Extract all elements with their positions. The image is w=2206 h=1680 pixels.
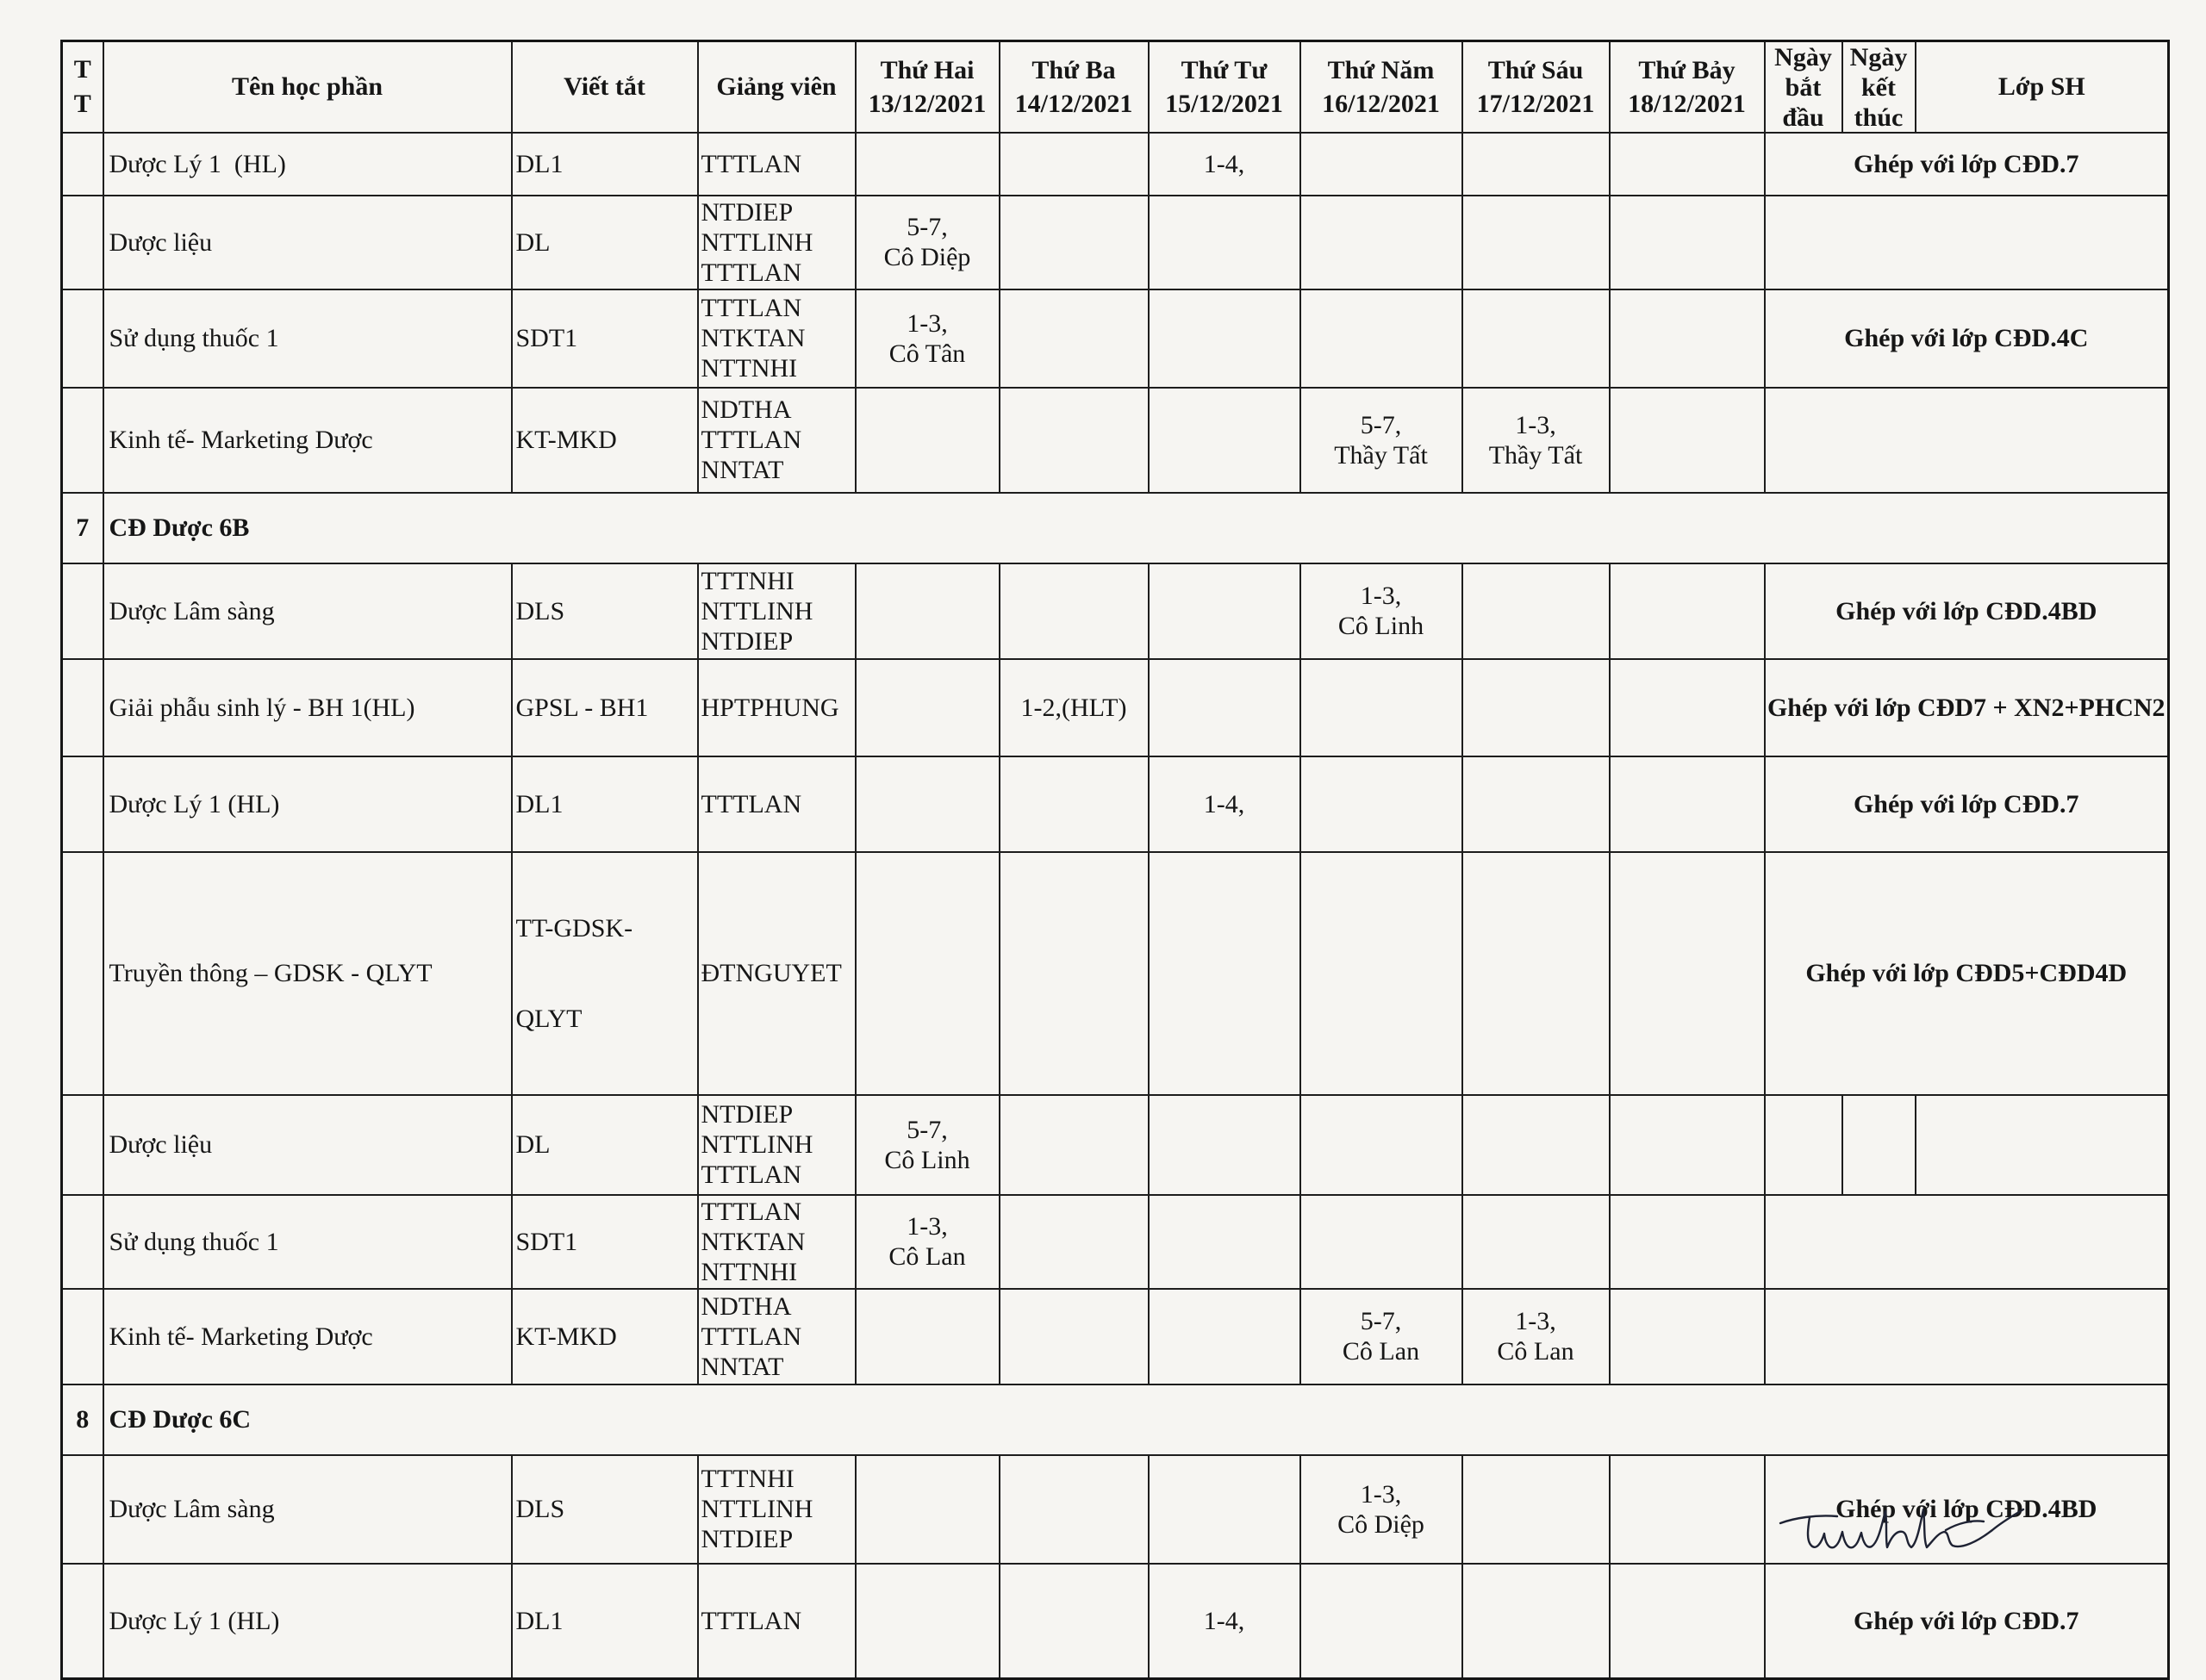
section-row xyxy=(62,1384,2169,1455)
class-note: Ghép với lớp CĐD5+CĐD4D xyxy=(1765,852,2169,1095)
lecturer-name: NDTHA xyxy=(701,395,792,424)
schedule-mon xyxy=(856,289,1000,388)
schedule-wed xyxy=(1149,659,1300,756)
schedule-line: Cô Lan xyxy=(1497,1337,1574,1366)
row-number xyxy=(62,852,103,1095)
lecturer-name: NTTNHI xyxy=(701,1257,798,1286)
schedule-thu xyxy=(1300,1195,1462,1289)
row-number xyxy=(62,1195,103,1289)
lecturer-list xyxy=(698,388,856,493)
schedule-tue xyxy=(1000,1564,1149,1679)
row-number xyxy=(62,1455,103,1564)
schedule-fri xyxy=(1462,852,1610,1095)
lecturer-name: NTTLINH xyxy=(701,1130,813,1159)
course-name: Dược Lý 1 (HL) xyxy=(103,756,512,852)
schedule-sat xyxy=(1610,388,1765,493)
class-note: Ghép với lớp CĐD.4BD xyxy=(1765,563,2169,659)
schedule-line: 1-3, xyxy=(907,1212,948,1241)
header-day-mon xyxy=(856,41,1000,133)
schedule-line: Cô Tân xyxy=(888,339,966,368)
lecturer-name: NTTLINH xyxy=(701,227,813,257)
schedule-line: 1-3, xyxy=(1515,410,1556,439)
schedule-line: Cô Diệp xyxy=(1337,1509,1424,1539)
schedule-sat xyxy=(1610,852,1765,1095)
course-name: Truyền thông – GDSK - QLYT xyxy=(103,852,512,1095)
header-row xyxy=(62,41,2169,133)
schedule-sheet xyxy=(60,40,2170,1680)
day-date: 17/12/2021 xyxy=(1476,89,1595,118)
header-end-date-line: Ngày xyxy=(1849,43,1908,72)
schedule-line: Thầy Tất xyxy=(1334,440,1428,470)
row-number xyxy=(62,1564,103,1679)
day-date: 13/12/2021 xyxy=(868,89,987,118)
schedule-wed xyxy=(1149,756,1300,852)
lecturer-name: TTTLAN xyxy=(701,789,802,818)
schedule-line: 1-2,(HLT) xyxy=(1020,693,1127,722)
section-number: 8 xyxy=(62,1384,103,1455)
row-number xyxy=(62,756,103,852)
lecturer-name: TTTNHI xyxy=(701,1465,795,1493)
course-abbr: DL1 xyxy=(512,1564,698,1679)
class-note: Ghép với lớp CĐD.7 xyxy=(1765,756,2169,852)
class-note: Ghép với lớp CĐD7 + XN2+PHCN2 xyxy=(1765,659,2169,756)
schedule-tue xyxy=(1000,756,1149,852)
lecturer-name: NTDIEP xyxy=(701,1525,794,1553)
day-name: Thứ Tư xyxy=(1181,55,1268,84)
course-name: Kinh tế- Marketing Dược xyxy=(103,1289,512,1384)
lecturer-name: HPTPHUNG xyxy=(701,693,839,722)
course-abbr: GPSL - BH1 xyxy=(512,659,698,756)
schedule-thu xyxy=(1300,1455,1462,1564)
schedule-tue xyxy=(1000,196,1149,289)
header-course-name: Tên học phần xyxy=(103,41,512,133)
schedule-thu xyxy=(1300,563,1462,659)
row-number xyxy=(62,196,103,289)
schedule-mon xyxy=(856,659,1000,756)
course-row xyxy=(62,133,2169,196)
schedule-tue xyxy=(1000,1289,1149,1384)
course-abbr: DL1 xyxy=(512,756,698,852)
lecturer-name: NTTLINH xyxy=(701,596,813,625)
day-name: Thứ Bảy xyxy=(1638,55,1736,84)
schedule-line: 5-7, xyxy=(1360,410,1402,439)
day-date: 18/12/2021 xyxy=(1628,89,1746,118)
lecturer-list xyxy=(698,1195,856,1289)
lecturer-list xyxy=(698,196,856,289)
course-name: Giải phẫu sinh lý - BH 1(HL) xyxy=(103,659,512,756)
course-row xyxy=(62,196,2169,289)
schedule-fri xyxy=(1462,133,1610,196)
schedule-thu xyxy=(1300,756,1462,852)
day-name: Thứ Năm xyxy=(1327,55,1435,84)
lecturer-name: ĐTNGUYET xyxy=(701,959,842,987)
course-row xyxy=(62,1564,2169,1679)
schedule-tue xyxy=(1000,1195,1149,1289)
course-row xyxy=(62,388,2169,493)
schedule-line: 5-7, xyxy=(907,213,948,241)
schedule-mon xyxy=(856,133,1000,196)
lecturer-name: NTDIEP xyxy=(701,197,794,227)
schedule-wed xyxy=(1149,852,1300,1095)
schedule-sat xyxy=(1610,196,1765,289)
header-tt xyxy=(62,41,103,133)
schedule-sat xyxy=(1610,1564,1765,1679)
row-number xyxy=(62,1289,103,1384)
course-name: Sử dụng thuốc 1 xyxy=(103,1195,512,1289)
schedule-line: Cô Lan xyxy=(888,1242,966,1271)
course-abbr: SDT1 xyxy=(512,1195,698,1289)
schedule-thu xyxy=(1300,388,1462,493)
course-abbr: DL xyxy=(512,1095,698,1195)
course-name: Kinh tế- Marketing Dược xyxy=(103,388,512,493)
header-abbreviation: Viết tắt xyxy=(512,41,698,133)
schedule-line: 1-3, xyxy=(1360,582,1402,610)
schedule-sat xyxy=(1610,1195,1765,1289)
course-row xyxy=(62,659,2169,756)
section-title: CĐ Dược 6B xyxy=(103,493,2169,563)
lecturer-list xyxy=(698,289,856,388)
header-start-date xyxy=(1765,41,1842,133)
lecturer-name: TTTLAN xyxy=(701,1160,802,1189)
schedule-mon xyxy=(856,1455,1000,1564)
course-abbr-line: TT-GDSK- xyxy=(515,913,633,943)
schedule-fri xyxy=(1462,659,1610,756)
schedule-fri xyxy=(1462,1455,1610,1564)
schedule-fri xyxy=(1462,1195,1610,1289)
section-title: CĐ Dược 6C xyxy=(103,1384,2169,1455)
schedule-sat xyxy=(1610,1455,1765,1564)
course-name: Dược Lý 1 (HL) xyxy=(103,1564,512,1679)
lecturer-name: NTDIEP xyxy=(701,1100,794,1129)
lecturer-name: TTTLAN xyxy=(701,426,802,454)
schedule-wed xyxy=(1149,133,1300,196)
schedule-wed xyxy=(1149,1095,1300,1195)
lecturer-list xyxy=(698,1095,856,1195)
course-name: Dược Lý 1 (HL) xyxy=(103,133,512,196)
section-number: 7 xyxy=(62,493,103,563)
course-abbr: DLS xyxy=(512,1455,698,1564)
course-abbr-line: QLYT xyxy=(515,1004,583,1033)
lecturer-name: NTKTAN xyxy=(701,1227,806,1256)
header-start-date-line: Ngày xyxy=(1774,43,1832,72)
schedule-wed xyxy=(1149,196,1300,289)
course-name: Dược liệu xyxy=(103,196,512,289)
lecturer-list xyxy=(698,756,856,852)
schedule-sat xyxy=(1610,1289,1765,1384)
signature xyxy=(1777,1504,2027,1556)
course-row xyxy=(62,852,2169,1095)
schedule-thu xyxy=(1300,852,1462,1095)
row-number xyxy=(62,659,103,756)
schedule-thu xyxy=(1300,289,1462,388)
schedule-sat xyxy=(1610,659,1765,756)
schedule-mon xyxy=(856,852,1000,1095)
header-day-tue xyxy=(1000,41,1149,133)
day-date: 16/12/2021 xyxy=(1322,89,1440,118)
course-abbr: KT-MKD xyxy=(512,1289,698,1384)
schedule-fri xyxy=(1462,563,1610,659)
lecturer-name: NNTAT xyxy=(701,456,784,484)
lecturer-name: NTDIEP xyxy=(701,626,794,656)
schedule-sat xyxy=(1610,1095,1765,1195)
header-day-wed xyxy=(1149,41,1300,133)
course-abbr: DL xyxy=(512,196,698,289)
lecturer-name: TTTLAN xyxy=(701,1606,802,1635)
class-note: Ghép với lớp CĐD.4C xyxy=(1765,289,2169,388)
schedule-tue xyxy=(1000,852,1149,1095)
schedule-mon xyxy=(856,1289,1000,1384)
empty-cell xyxy=(1765,1095,1842,1195)
schedule-line: 1-4, xyxy=(1203,149,1245,178)
schedule-line: 1-3, xyxy=(907,308,948,338)
schedule-mon xyxy=(856,756,1000,852)
schedule-line: Cô Linh xyxy=(884,1145,970,1174)
lecturer-list xyxy=(698,1455,856,1564)
course-row xyxy=(62,1289,2169,1384)
day-name: Thứ Sáu xyxy=(1487,55,1584,84)
header-tt-line: T xyxy=(73,89,91,118)
lecturer-list xyxy=(698,659,856,756)
header-day-fri xyxy=(1462,41,1610,133)
row-number xyxy=(62,563,103,659)
schedule-wed xyxy=(1149,1455,1300,1564)
lecturer-list xyxy=(698,852,856,1095)
day-date: 15/12/2021 xyxy=(1165,89,1283,118)
row-number xyxy=(62,289,103,388)
schedule-line: Cô Linh xyxy=(1337,612,1424,640)
schedule-sat xyxy=(1610,756,1765,852)
class-note: Ghép với lớp CĐD.7 xyxy=(1765,1564,2169,1679)
day-date: 14/12/2021 xyxy=(1014,89,1133,118)
lecturer-name: NTTLINH xyxy=(701,1495,813,1523)
lecturer-name: NTKTAN xyxy=(701,324,806,352)
schedule-thu xyxy=(1300,1564,1462,1679)
header-day-thu xyxy=(1300,41,1462,133)
lecturer-list xyxy=(698,1289,856,1384)
class-note: Ghép với lớp CĐD.7 xyxy=(1765,133,2169,196)
schedule-thu xyxy=(1300,1289,1462,1384)
lecturer-name: TTTNHI xyxy=(701,566,795,595)
schedule-tue xyxy=(1000,289,1149,388)
schedule-wed xyxy=(1149,563,1300,659)
schedule-thu xyxy=(1300,196,1462,289)
row-number xyxy=(62,133,103,196)
schedule-sat xyxy=(1610,563,1765,659)
schedule-table xyxy=(60,40,2170,1680)
schedule-wed xyxy=(1149,388,1300,493)
schedule-thu xyxy=(1300,133,1462,196)
schedule-fri xyxy=(1462,388,1610,493)
schedule-mon xyxy=(856,1564,1000,1679)
row-number xyxy=(62,1095,103,1195)
empty-cell xyxy=(1916,1095,2169,1195)
course-row xyxy=(62,563,2169,659)
day-name: Thứ Ba xyxy=(1031,55,1116,84)
schedule-wed xyxy=(1149,1195,1300,1289)
schedule-fri xyxy=(1462,756,1610,852)
schedule-mon xyxy=(856,388,1000,493)
empty-cell xyxy=(1765,388,2169,493)
schedule-sat xyxy=(1610,289,1765,388)
lecturer-name: NNTAT xyxy=(701,1352,784,1381)
schedule-wed xyxy=(1149,1564,1300,1679)
schedule-mon xyxy=(856,196,1000,289)
schedule-mon xyxy=(856,1195,1000,1289)
course-name: Sử dụng thuốc 1 xyxy=(103,289,512,388)
schedule-fri xyxy=(1462,1289,1610,1384)
schedule-line: 1-3, xyxy=(1360,1479,1402,1509)
schedule-tue xyxy=(1000,388,1149,493)
schedule-sat xyxy=(1610,133,1765,196)
schedule-thu xyxy=(1300,659,1462,756)
schedule-thu xyxy=(1300,1095,1462,1195)
course-row xyxy=(62,756,2169,852)
lecturer-list xyxy=(698,133,856,196)
empty-cell xyxy=(1842,1095,1916,1195)
schedule-wed xyxy=(1149,289,1300,388)
course-abbr xyxy=(512,852,698,1095)
lecturer-list xyxy=(698,1564,856,1679)
lecturer-name: TTTLAN xyxy=(701,1197,802,1226)
course-abbr: DLS xyxy=(512,563,698,659)
schedule-line: 5-7, xyxy=(907,1115,948,1144)
day-name: Thứ Hai xyxy=(880,55,975,84)
section-row xyxy=(62,493,2169,563)
header-tt-line: T xyxy=(73,54,91,84)
header-end-date-line: kết xyxy=(1861,73,1896,102)
schedule-fri xyxy=(1462,196,1610,289)
course-name: Dược liệu xyxy=(103,1095,512,1195)
empty-cell xyxy=(1765,1289,2169,1384)
course-abbr: DL1 xyxy=(512,133,698,196)
schedule-line: 1-4, xyxy=(1203,789,1245,818)
schedule-mon xyxy=(856,1095,1000,1195)
schedule-tue xyxy=(1000,1095,1149,1195)
course-name: Dược Lâm sàng xyxy=(103,563,512,659)
header-start-date-line: đầu xyxy=(1782,103,1824,130)
lecturer-name: TTTLAN xyxy=(701,149,802,178)
schedule-mon xyxy=(856,563,1000,659)
row-number xyxy=(62,388,103,493)
header-lecturer: Giảng viên xyxy=(698,41,856,133)
schedule-line: Cô Lan xyxy=(1342,1337,1420,1366)
course-row xyxy=(62,289,2169,388)
schedule-fri xyxy=(1462,1564,1610,1679)
schedule-line: 1-4, xyxy=(1203,1606,1245,1635)
schedule-fri xyxy=(1462,1095,1610,1195)
header-class: Lớp SH xyxy=(1916,41,2169,133)
schedule-line: 5-7, xyxy=(1360,1307,1402,1335)
header-day-sat xyxy=(1610,41,1765,133)
header-end-date xyxy=(1842,41,1916,133)
schedule-line: 1-3, xyxy=(1515,1307,1556,1335)
schedule-line: Thầy Tất xyxy=(1488,440,1583,470)
lecturer-list xyxy=(698,563,856,659)
header-start-date-line: bắt xyxy=(1785,73,1822,102)
empty-cell xyxy=(1765,1195,2169,1289)
schedule-line: Cô Diệp xyxy=(883,243,971,271)
lecturer-name: NTTNHI xyxy=(701,354,798,383)
header-end-date-line: thúc xyxy=(1854,103,1904,130)
lecturer-name: TTTLAN xyxy=(701,258,802,287)
schedule-tue xyxy=(1000,1455,1149,1564)
lecturer-name: TTTLAN xyxy=(701,1322,802,1351)
class-note: Ghép với lớp CĐD.4BD xyxy=(1765,1455,2169,1564)
course-abbr: KT-MKD xyxy=(512,388,698,493)
course-row xyxy=(62,1195,2169,1289)
schedule-tue xyxy=(1000,659,1149,756)
course-abbr: SDT1 xyxy=(512,289,698,388)
course-name: Dược Lâm sàng xyxy=(103,1455,512,1564)
schedule-wed xyxy=(1149,1289,1300,1384)
lecturer-name: NDTHA xyxy=(701,1291,792,1321)
schedule-tue xyxy=(1000,563,1149,659)
empty-cell xyxy=(1765,196,2169,289)
course-row xyxy=(62,1095,2169,1195)
schedule-tue xyxy=(1000,133,1149,196)
schedule-fri xyxy=(1462,289,1610,388)
lecturer-name: TTTLAN xyxy=(701,294,802,322)
